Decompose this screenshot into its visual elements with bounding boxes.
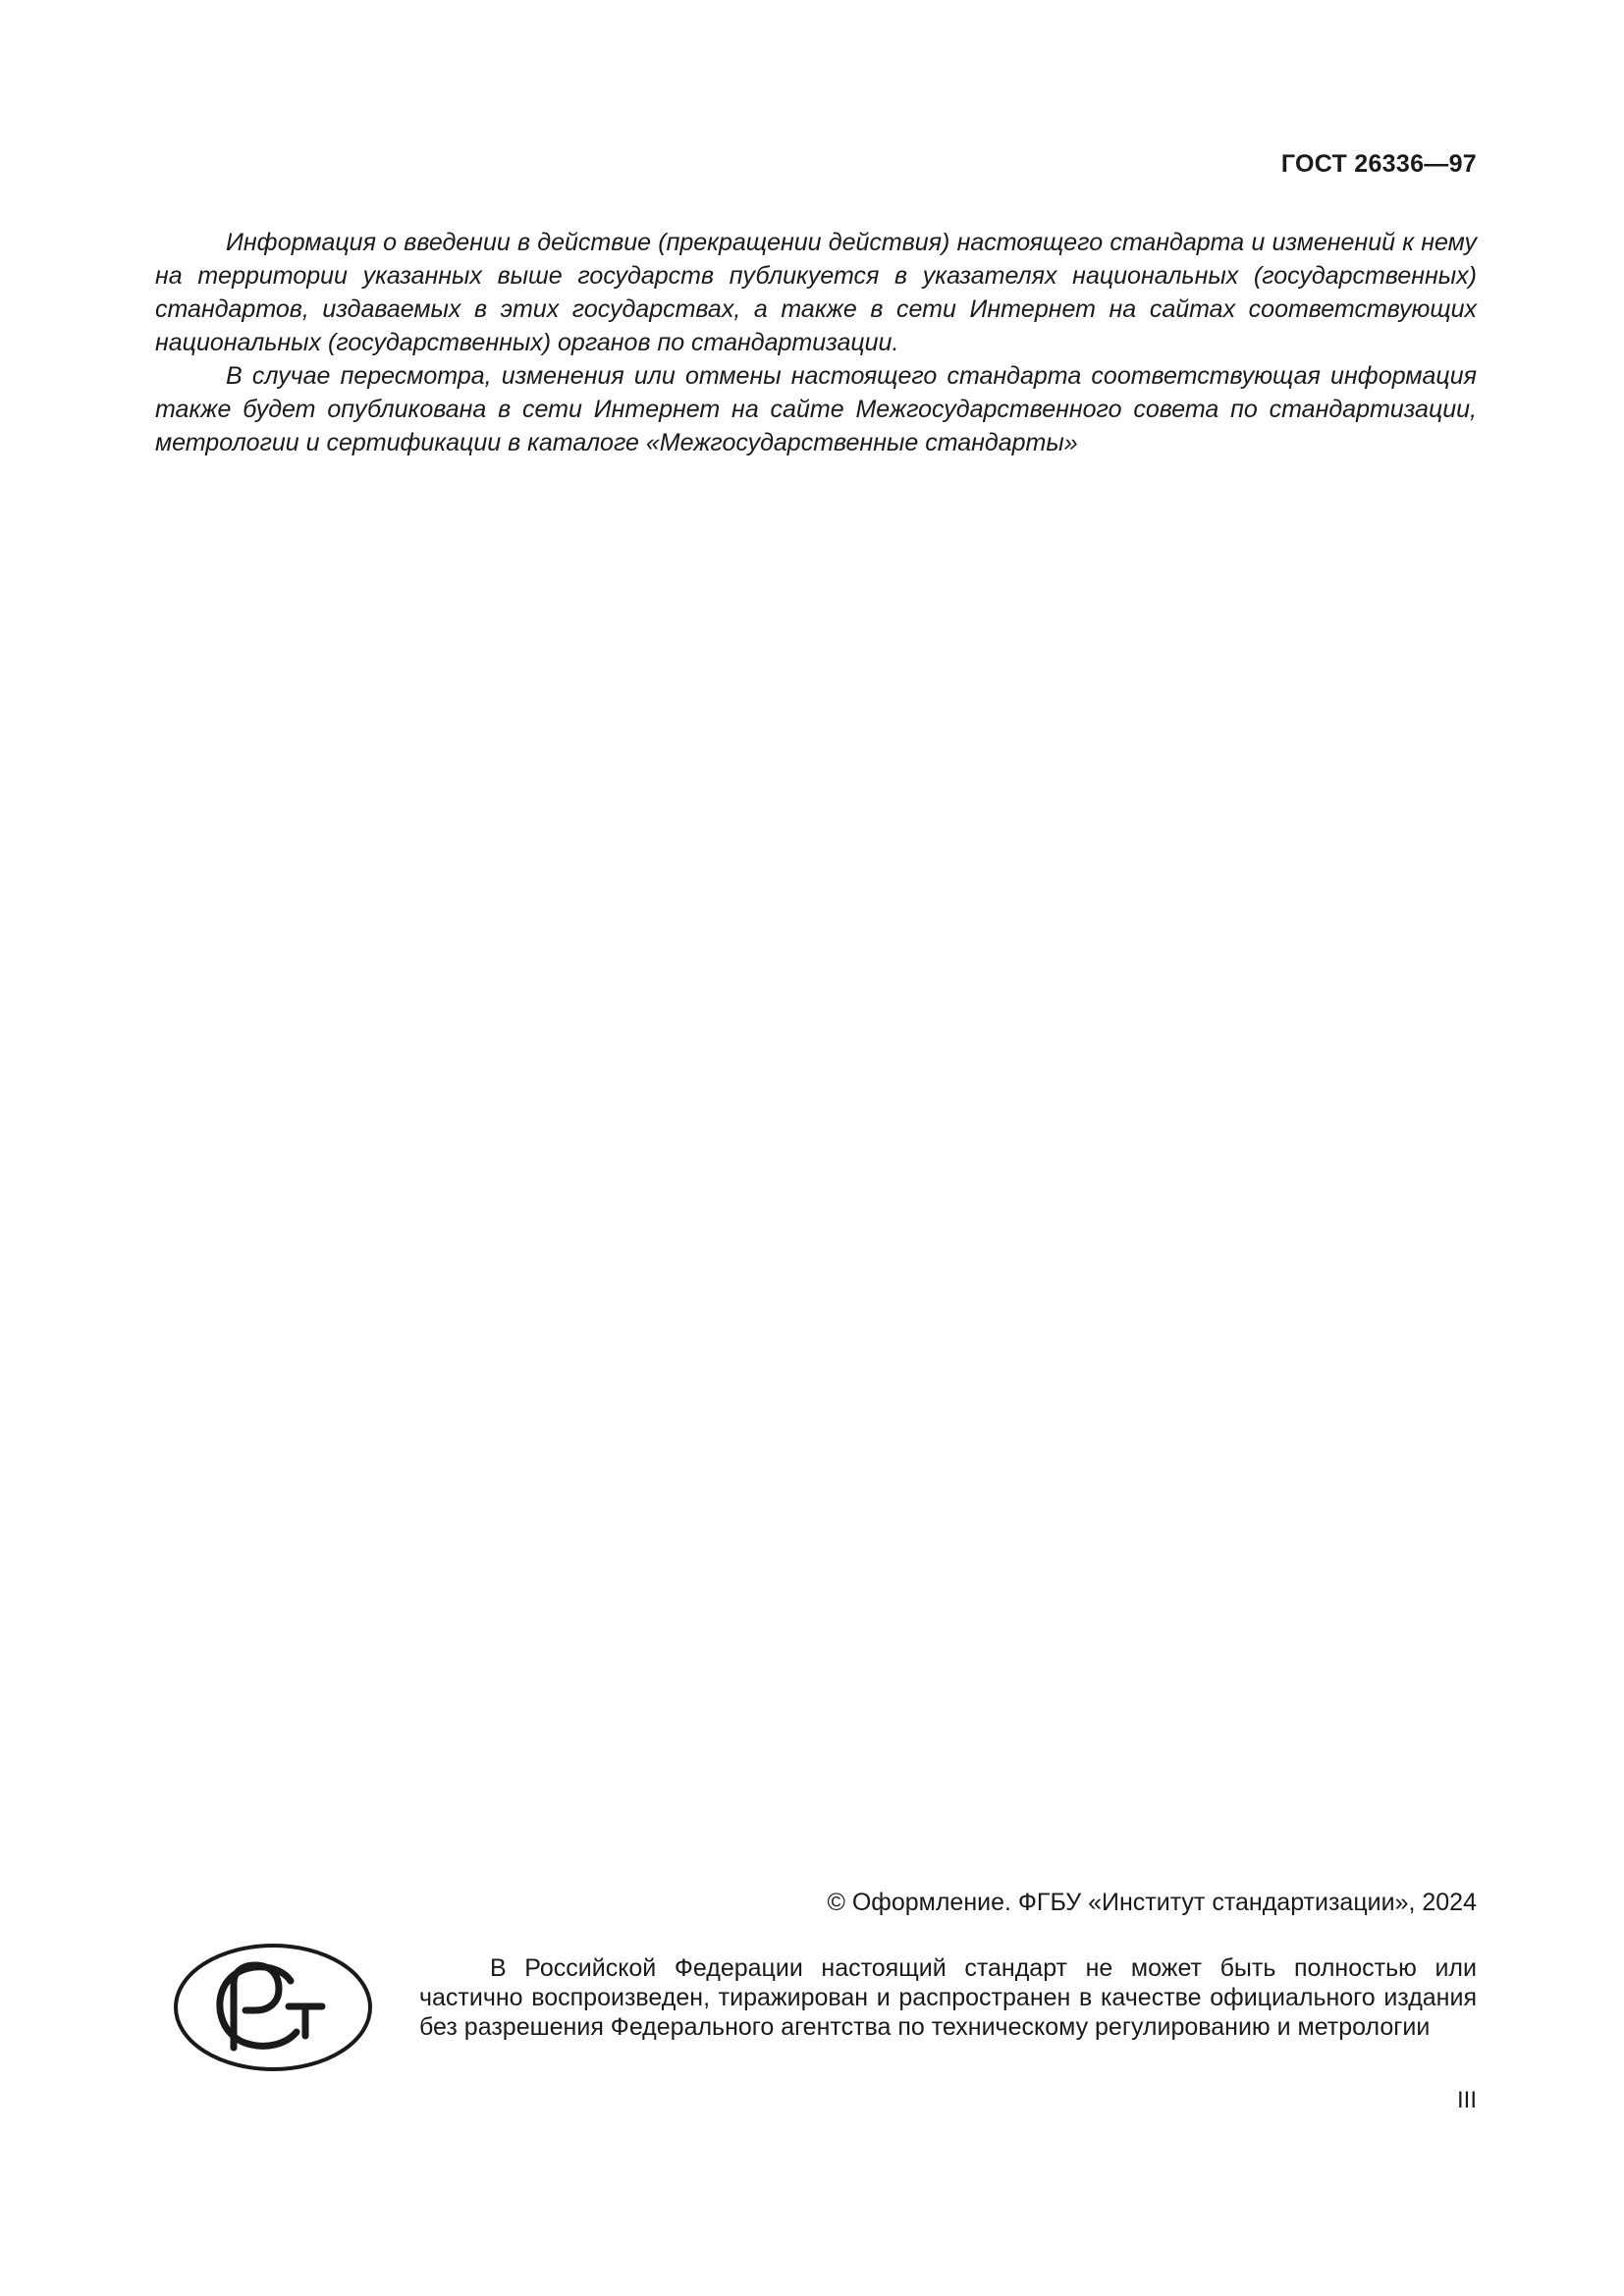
intro-paragraph-revision: В случае пересмотра, изменения или отмены настоящего стандарта соответствующая информация также будет опубликована в сети Интернет на сайте Межгосударственного совета по стандартизации, метрологии и сертификации в каталоге «Межгосударственные стандарты»: [155, 362, 1477, 456]
reproduction-notice: [419, 1953, 1477, 2042]
rst-certification-mark-icon: [173, 1942, 373, 2073]
reproduction-notice-text: В Российской Федерации настоящий стандарт не может быть полностью или частично воспроизведен, тиражирован и распространен в качестве официального издания без разрешения Федерального агентства по техническому регулированию и метрологии: [419, 1954, 1477, 2041]
intro-section: [155, 226, 1477, 459]
intro-paragraph-implementation: Информация о введении в действие (прекращении действия) настоящего стандарта и изменений к нему на территории указанных выше государств публикуется в указателях национальных (государственных) стандартов, издаваемых в этих государствах, а также в сети Интернет на сайтах соответствующих национальных (государственных) органов по стандартизации.: [155, 229, 1477, 356]
page-number: III: [1456, 2087, 1477, 2113]
standard-code: ГОСТ 26336—97: [1280, 150, 1477, 178]
copyright-line: © Оформление. ФГБУ «Институт стандартизации», 2024: [827, 1889, 1477, 1916]
